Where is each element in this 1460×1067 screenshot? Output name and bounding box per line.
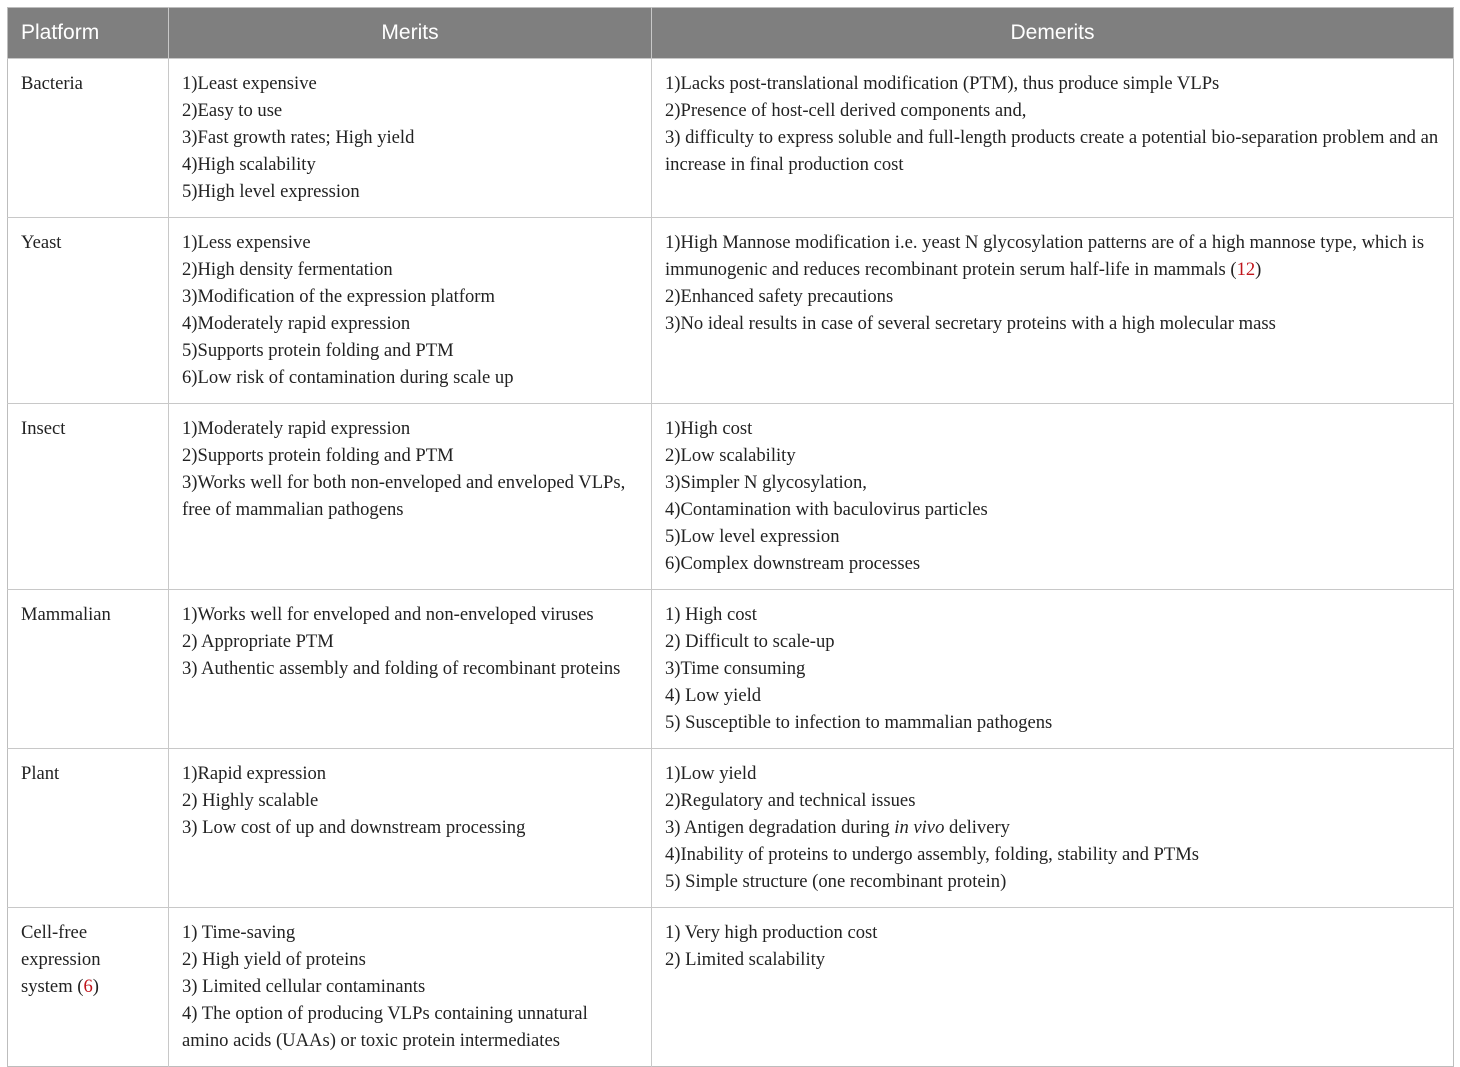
demerit-item (665, 229, 1440, 283)
demerit-item: 4) Low yield (665, 685, 762, 706)
table-row (8, 908, 1454, 1067)
platform-cell: Insect (8, 404, 169, 590)
merit-item: 1)Moderately rapid expression (182, 418, 411, 439)
demerit-item: 1)Lacks post-translational modification (PTM), thus produce simple VLPs (665, 73, 1220, 94)
merit-item: 2)Supports protein folding and PTM (182, 445, 454, 466)
merit-item: 2)Easy to use (182, 100, 283, 121)
table-body (8, 59, 1454, 1067)
platform-cell: Bacteria (8, 59, 169, 218)
demerit-text: 1)High Mannose modification i.e. yeast N glycosylation patterns are of a high mannose type, which is immunogenic and reduces recombinant protein serum half-life in mammals ( (665, 232, 1425, 280)
demerit-item: 3)No ideal results in case of several secretary proteins with a high molecular mass (665, 313, 1276, 334)
demerit-item (665, 814, 1440, 841)
platform-text-close: ) (92, 976, 99, 997)
merits-cell (169, 749, 652, 908)
demerit-item: 5) Simple structure (one recombinant protein) (665, 871, 1007, 892)
demerit-item: 5) Susceptible to infection to mammalian pathogens (665, 712, 1053, 733)
demerit-text-close: ) (1255, 259, 1262, 280)
merit-item: 2) Highly scalable (182, 790, 319, 811)
merits-cell (169, 404, 652, 590)
merit-item: 5)Supports protein folding and PTM (182, 340, 454, 361)
demerit-item: 2)Enhanced safety precautions (665, 286, 894, 307)
merits-cell (169, 590, 652, 749)
merits-cell (169, 218, 652, 404)
merits-cell (169, 59, 652, 218)
header-row (8, 8, 1454, 59)
merit-item: 4) The option of producing VLPs containing unnatural amino acids (UAAs) or toxic protein intermediates (182, 1003, 588, 1051)
demerit-item: 1) Very high production cost (665, 922, 878, 943)
italic-term: in vivo (894, 817, 945, 838)
merit-item: 6)Low risk of contamination during scale up (182, 367, 514, 388)
header-platform: Platform (8, 8, 169, 59)
merit-item: 4)Moderately rapid expression (182, 313, 411, 334)
comparison-table (7, 7, 1454, 1067)
merit-item: 2) High yield of proteins (182, 949, 366, 970)
merit-item: 1) Time-saving (182, 922, 296, 943)
demerits-cell (652, 404, 1454, 590)
demerit-item: 4)Inability of proteins to undergo assembly, folding, stability and PTMs (665, 844, 1199, 865)
demerit-item: 6)Complex downstream processes (665, 553, 921, 574)
demerit-item: 1)High cost (665, 418, 753, 439)
merit-item: 2)High density fermentation (182, 259, 393, 280)
platform-cell: Mammalian (8, 590, 169, 749)
merit-item: 3) Authentic assembly and folding of recombinant proteins (182, 658, 621, 679)
merit-item: 1)Rapid expression (182, 763, 327, 784)
demerits-cell (652, 749, 1454, 908)
header-merits: Merits (169, 8, 652, 59)
merit-item: 5)High level expression (182, 181, 360, 202)
demerit-item: 1) High cost (665, 604, 757, 625)
merit-item: 1)Works well for enveloped and non-enveloped viruses (182, 604, 594, 625)
reference-link[interactable]: 6 (83, 976, 93, 997)
merit-item: 1)Less expensive (182, 232, 311, 253)
demerits-cell (652, 908, 1454, 1067)
table-row (8, 218, 1454, 404)
merit-item: 3)Fast growth rates; High yield (182, 127, 415, 148)
merit-item: 2) Appropriate PTM (182, 631, 334, 652)
demerit-item: 2)Low scalability (665, 445, 796, 466)
demerit-item: 3)Time consuming (665, 658, 806, 679)
platform-cell: Plant (8, 749, 169, 908)
header-demerits: Demerits (652, 8, 1454, 59)
demerit-item: 4)Contamination with baculovirus particles (665, 499, 988, 520)
merit-item: 4)High scalability (182, 154, 316, 175)
demerit-item: 2) Limited scalability (665, 949, 826, 970)
table-header (8, 8, 1454, 59)
demerits-cell (652, 59, 1454, 218)
reference-link[interactable]: 12 (1236, 259, 1256, 280)
demerits-cell (652, 218, 1454, 404)
merit-item: 3) Limited cellular contaminants (182, 976, 426, 997)
platform-cell: Yeast (8, 218, 169, 404)
platform-cell (8, 908, 169, 1067)
merits-cell (169, 908, 652, 1067)
merit-item: 3) Low cost of up and downstream processing (182, 817, 526, 838)
demerit-item: 2) Difficult to scale-up (665, 631, 835, 652)
demerits-cell (652, 590, 1454, 749)
table-row (8, 749, 1454, 908)
merit-item: 1)Least expensive (182, 73, 317, 94)
demerit-item: 2)Regulatory and technical issues (665, 790, 916, 811)
table-row (8, 404, 1454, 590)
merit-item: 3)Works well for both non-enveloped and enveloped VLPs, free of mammalian pathogens (182, 472, 626, 520)
demerit-item: 3)Simpler N glycosylation, (665, 472, 867, 493)
demerit-text-post: delivery (944, 817, 1010, 838)
demerit-item: 2)Presence of host-cell derived components and, (665, 100, 1027, 121)
platform-text: Cell-free expression system ( (21, 922, 101, 997)
demerit-item: 5)Low level expression (665, 526, 840, 547)
table-row (8, 590, 1454, 749)
table-row (8, 59, 1454, 218)
merit-item: 3)Modification of the expression platform (182, 286, 495, 307)
demerit-text: 3) Antigen degradation during (665, 817, 895, 838)
demerit-item: 3) difficulty to express soluble and full-length products create a potential bio-separation problem and an increase in final production cost (665, 127, 1439, 175)
demerit-item: 1)Low yield (665, 763, 757, 784)
